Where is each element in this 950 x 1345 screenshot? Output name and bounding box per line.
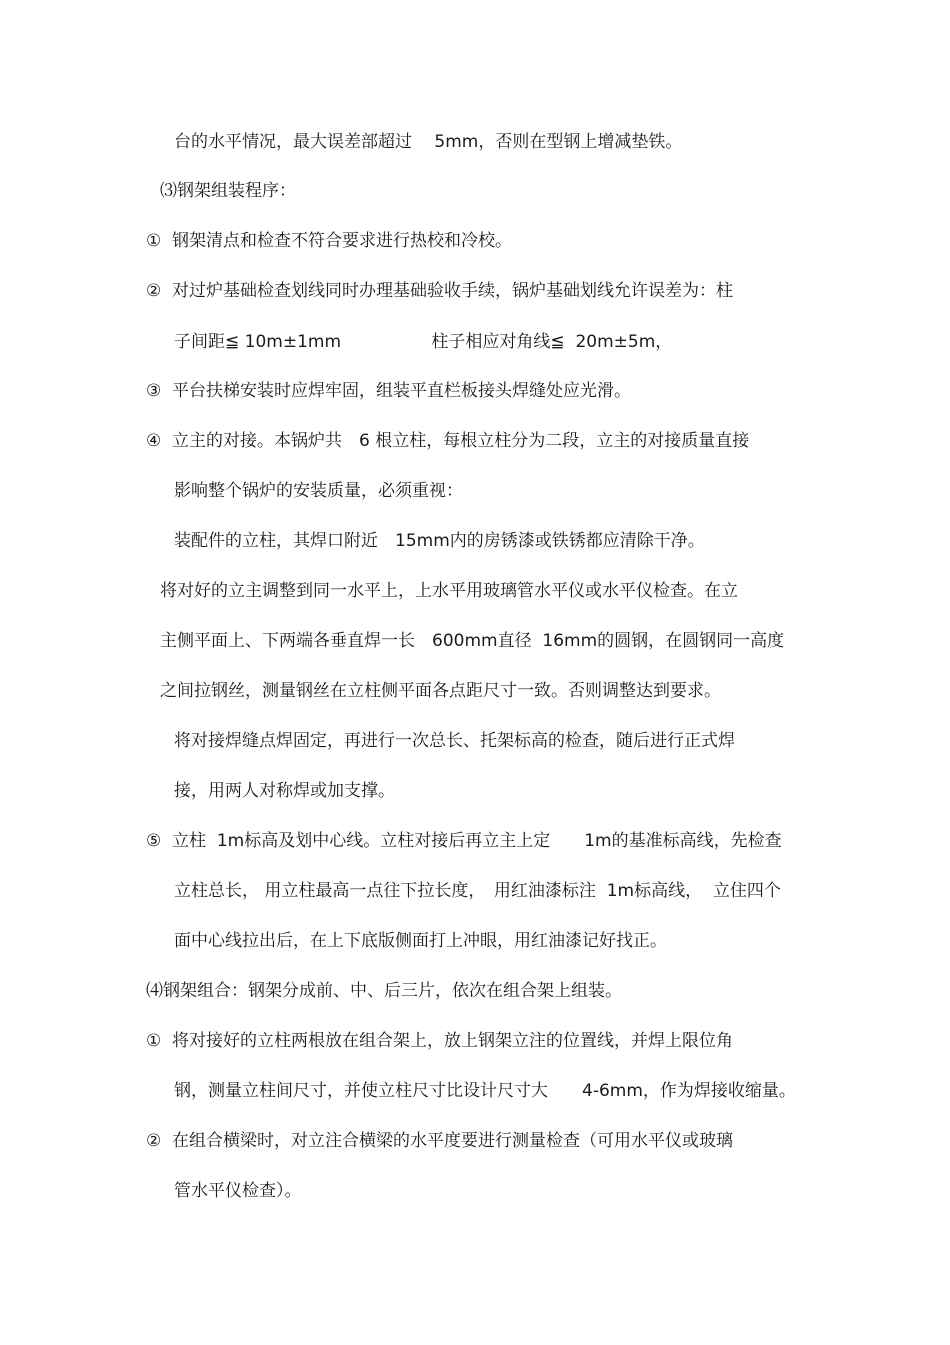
list-item: ⑤ 立柱 1m标高及划中心线。立柱对接后再立主上定 1m的基准标高线，先检查	[146, 831, 782, 851]
list-item: ③ 平台扶梯安装时应焊牢固，组装平直栏板接头焊缝处应光滑。	[146, 381, 632, 401]
text-line: 子间距≦ 10m±1mm 柱子相应对角线≦ 20m±5m，	[174, 332, 673, 352]
list-item: ① 将对接好的立柱两根放在组合架上，放上钢架立注的位置线，并焊上限位角	[146, 1031, 734, 1051]
text-line: 将对接焊缝点焊固定，再进行一次总长、托架标高的检查，随后进行正式焊	[174, 731, 735, 751]
section-heading: ⑷钢架组合：钢架分成前、中、后三片，依次在组合架上组装。	[146, 981, 622, 1001]
text-line: 面中心线拉出后，在上下底版侧面打上冲眼，用红油漆记好找正。	[174, 931, 667, 951]
text-line: 接，用两人对称焊或加支撑。	[174, 781, 395, 801]
text-line: 装配件的立柱，其焊口附近 15mm内的房锈漆或铁锈都应清除干净。	[174, 531, 705, 551]
list-item: ② 在组合横梁时，对立注合横梁的水平度要进行测量检查（可用水平仪或玻璃	[146, 1131, 734, 1151]
text-line: 主侧平面上、下两端各垂直焊一长 600mm直径 16mm的圆钢，在圆钢同一高度	[160, 631, 785, 651]
list-item: ① 钢架清点和检查不符合要求进行热校和冷校。	[146, 231, 513, 251]
list-item: ④ 立主的对接。本锅炉共 6 根立柱，每根立柱分为二段，立主的对接质量直接	[146, 431, 750, 451]
text-line: 之间拉钢丝，测量钢丝在立柱侧平面各点距尺寸一致。否则调整达到要求。	[160, 681, 721, 701]
text-line: 台的水平情况，最大误差部超过 5mm，否则在型钢上增减垫铁。	[174, 132, 683, 152]
text-line: 管水平仪检查）。	[174, 1181, 302, 1201]
text-line: 影响整个锅炉的安装质量，必须重视：	[174, 481, 463, 501]
text-line: 钢，测量立柱间尺寸，并使立柱尺寸比设计尺寸大 4-6mm，作为焊接收缩量。	[174, 1081, 796, 1101]
text-line: 立柱总长， 用立柱最高一点往下拉长度， 用红油漆标注 1m标高线， 立住四个	[174, 881, 781, 901]
section-heading: ⑶钢架组装程序：	[160, 181, 296, 201]
text-line: 将对好的立主调整到同一水平上，上水平用玻璃管水平仪或水平仪检查。在立	[160, 581, 738, 601]
list-item: ② 对过炉基础检查划线同时办理基础验收手续，锅炉基础划线允许误差为：柱	[146, 281, 734, 301]
